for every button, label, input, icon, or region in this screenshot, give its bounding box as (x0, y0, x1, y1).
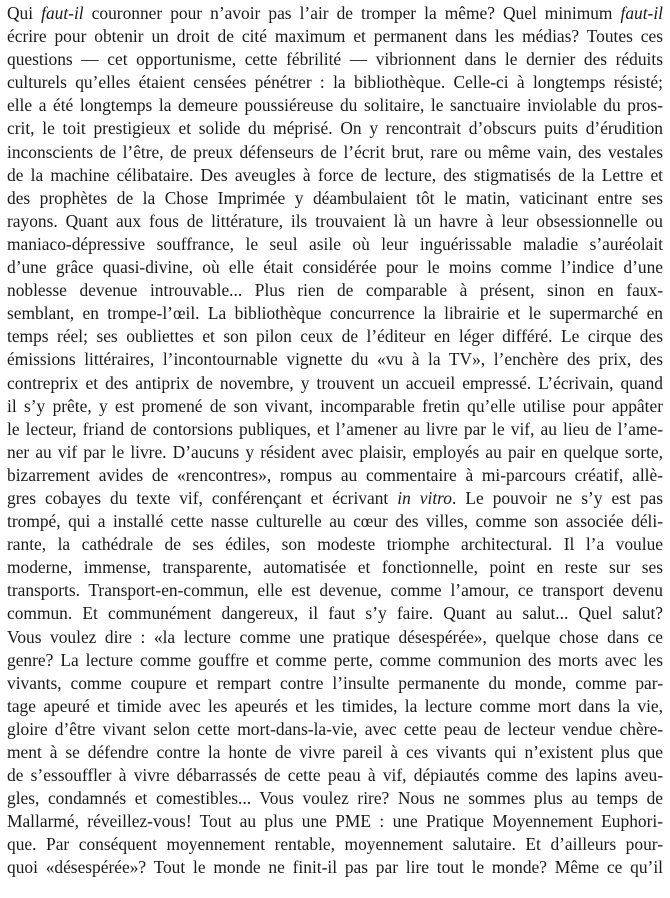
text-segment: elle a été longtemps la demeure poussiéreuse du solitaire, le sanctuaire inviolable du pros- (7, 95, 663, 116)
body-text (7, 2, 663, 880)
text-line (7, 533, 663, 556)
text-segment: d’une grâce quasi-divine, où elle était considérée pour le moins comme l’indice d’une (7, 257, 663, 278)
text-line (7, 141, 663, 164)
text-line (7, 94, 663, 117)
text-line (7, 856, 663, 879)
text-line (7, 117, 663, 140)
text-line (7, 71, 663, 94)
text-line (7, 256, 663, 279)
italic-text: faut-il (620, 3, 663, 23)
text-line (7, 626, 663, 649)
text-segment: transports. Transport-en-commun, elle est devenue, comme l’amour, ce transport devenu (7, 580, 663, 601)
text-line (7, 302, 663, 325)
text-segment: bizarrement avides de «rencontres», rompus au commentaire à mi-parcours créatif, allè- (7, 464, 663, 485)
text-segment: gloire d’être vivant selon cette mort-dans-la-vie, avec cette peau de lecteur vendue chère- (7, 718, 663, 739)
text-line (7, 672, 663, 695)
text-segment: couronner pour n’avoir pas l’air de tromper la même? Quel minimum (83, 3, 621, 23)
text-line (7, 187, 663, 210)
text-line (7, 695, 663, 718)
text-line (7, 441, 663, 464)
text-segment: noblesse devenue introuvable... Plus rien de comparable à présent, sinon en faux- (7, 280, 663, 301)
text-line (7, 279, 663, 302)
text-line (7, 210, 663, 233)
text-line (7, 325, 663, 348)
text-segment: de s’essouffler à vivre débarrassés de cette peau à vif, dépiautés comme des lapins aveu- (7, 765, 663, 786)
text-segment: quoi «désespérée»? Tout le monde ne finit-il pas par lire tout le monde? Même ce qu’il (7, 857, 663, 878)
text-line (7, 233, 663, 256)
text-segment: inconscients de l’être, de preux défenseurs de l’écrit brut, rare ou même vain, des vestales (7, 141, 663, 162)
text-segment: maniaco-dépressive souffrance, le seul asile où leur inguérissable maladie s’auréolait (7, 233, 663, 254)
text-segment: de la machine célibataire. Des aveugles à force de lecture, des stigmatisés de la Lettre et (7, 164, 663, 185)
text-segment: moderne, immense, transparente, automatisée et fonctionnelle, point en reste sur ses (7, 557, 663, 578)
text-segment: Qui (7, 3, 42, 23)
text-line (7, 395, 663, 418)
text-segment: contreprix et des antiprix de novembre, y trouvent un accueil empressé. L’écrivain, quand (7, 372, 663, 393)
text-line (7, 348, 663, 371)
text-segment: questions — cet opportunisme, cette fébrilité — vibrionnent dans le dernier des réduits (7, 49, 663, 70)
text-line (7, 579, 663, 602)
text-segment: tage apeuré et timide avec les apeurés et les timides, la lecture comme mort dans la vie, (7, 695, 663, 716)
text-segment: gres cobayes du texte vif, conférençant et écrivant (7, 487, 398, 508)
text-segment: commun. Et communément dangereux, il faut s’y faire. Quant au salut... Quel salut? (7, 603, 663, 624)
text-segment: culturels qu’elles étaient censées pénétrer : la bibliothèque. Celle-ci à longtemps résisté; (7, 72, 663, 93)
text-segment: rante, la cathédrale de ses édiles, son modeste triomphe architectural. Il l’a voulue (7, 534, 663, 555)
text-line (7, 787, 663, 810)
text-line (7, 487, 663, 510)
text-line (7, 48, 663, 71)
text-segment: vivants, comme coupure et rempart contre l’insulte permanente du monde, comme par- (7, 672, 663, 693)
text-line (7, 718, 663, 741)
text-segment: le lecteur, friand de contorsions publiques, et l’amener au livre par le vif, au lieu de l’ame- (7, 418, 663, 439)
text-line (7, 418, 663, 441)
italic-text: in vitro (397, 487, 452, 508)
text-line (7, 602, 663, 625)
text-segment: il s’y prête, y est promené de son vivant, incomparable fretin qu’elle utilise pour appâter (7, 395, 663, 416)
text-line (7, 510, 663, 533)
text-segment: trompé, qui a installé cette nasse culturelle au cœur des villes, comme son associée déli- (7, 511, 663, 532)
italic-text: faut-il (41, 3, 84, 23)
text-line (7, 556, 663, 579)
text-segment: semblant, en trompe-l’œil. La bibliothèque concurrence la librairie et le supermarché en (7, 303, 663, 324)
text-line (7, 649, 663, 672)
text-segment: que. Par conséquent moyennement rentable, moyennement salutaire. Et d’ailleurs pour- (7, 834, 663, 855)
text-segment: . Le pouvoir ne s’y est pas (452, 487, 663, 508)
text-line (7, 464, 663, 487)
text-segment: Mallarmé, réveillez-vous! Tout au plus une PME : une Pratique Moyennement Euphori- (7, 811, 663, 832)
text-segment: écrire pour obtenir un droit de cité maximum et permanent dans les médias? Toutes ces (7, 26, 663, 47)
text-line (7, 372, 663, 395)
text-segment: genre? La lecture comme gouffre et comme perte, comme communion des morts avec les (7, 649, 663, 670)
text-segment: des prophètes de la Chose Imprimée y déambulaient tôt le matin, vaticinant entre ses (7, 187, 663, 208)
text-line (7, 810, 663, 833)
text-line (7, 764, 663, 787)
text-line (7, 741, 663, 764)
text-segment: rayons. Quant aux fous de littérature, ils trouvaient là un havre à leur obsessionnelle ou (7, 210, 663, 231)
text-segment: Vous voulez dire : «la lecture comme une pratique désespérée», quelque chose dans ce (7, 626, 663, 647)
text-line (7, 833, 663, 856)
text-line (7, 2, 663, 25)
text-segment: ment à se défendre contre la honte de vivre pareil à ces vivants qui n’existent plus que (7, 742, 663, 762)
text-segment: ner au vif par le livre. D’aucuns y résident avec plaisir, employés au pair en quelque sorte, (7, 441, 663, 462)
text-segment: temps réel; ses oubliettes et son pilon ceux de l’éditeur en léger différé. Le cirque des (7, 326, 663, 347)
text-segment: gles, condamnés et comestibles... Vous voulez rire? Nous ne sommes plus au temps de (7, 788, 663, 809)
text-segment: émissions littéraires, l’incontournable vignette du «vu à la TV», l’enchère des prix, des (7, 349, 663, 370)
text-segment: crit, le toit prestigieux et solide du méprisé. On y rencontrait d’obscurs puits d’érudition (7, 118, 663, 139)
text-line (7, 25, 663, 48)
text-line (7, 164, 663, 187)
